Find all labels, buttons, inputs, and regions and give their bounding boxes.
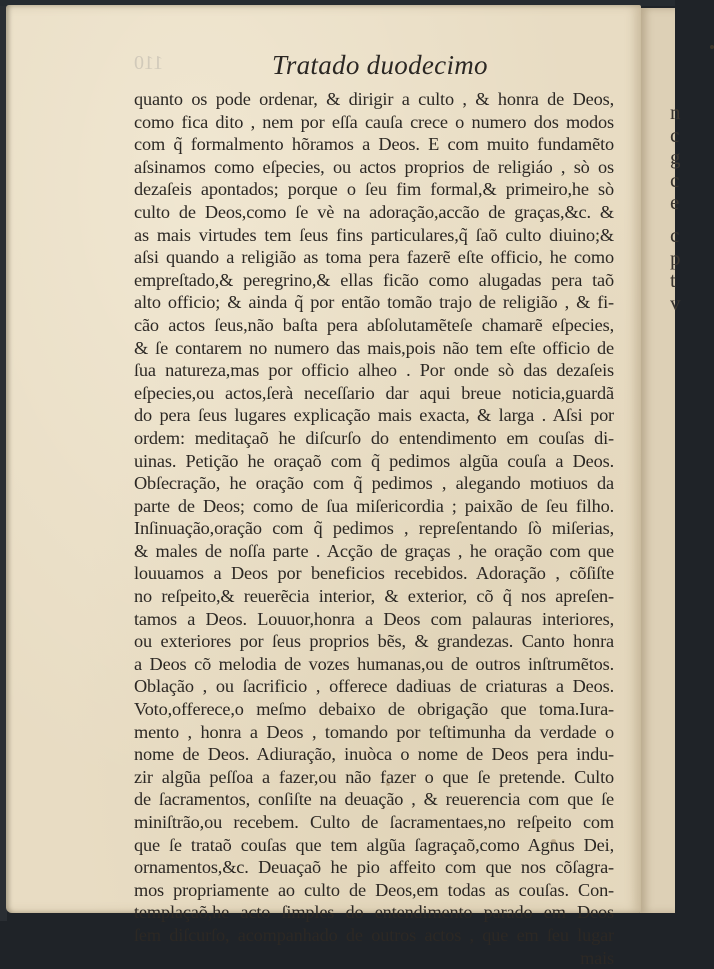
text-line: mento , honra a Deos , tomando por teſtimunha da verdade o (134, 721, 614, 742)
text-line: no reſpeito,& reuerẽcia interior, & exterior, cõ q̃ nos apreſen- (134, 586, 614, 607)
text-line: & males de noſſa parte . Acção de graças , he oração com que (134, 540, 614, 561)
text-line: uinas. Petição he oraçaõ com q̃ pedimos algũa couſa a Deos. (134, 450, 614, 471)
facing-page-fragment: c (670, 123, 680, 147)
facing-page-fragment: e (670, 190, 680, 214)
text-line: as mais virtudes tem ſeus fins particulares,q̃ ſaõ culto diuino;& (134, 224, 614, 245)
foxing-spot (710, 45, 714, 49)
text-line: templaçaõ,he acto ſimples do entendimento parado em Deos (134, 902, 614, 923)
text-line: culto de Deos,como ſe vè na adoração,accão de graças,&c. & (134, 201, 614, 222)
text-line: parte de Deos; como de ſua miſericordia ; paixão de ſeu filho. (134, 495, 614, 516)
text-line: que ſe trataõ couſas que tem algũa ſagraçaõ,como Agnus Dei, (134, 834, 614, 855)
text-line: nome de Deos. Adiuração, inuòca o nome de Deos pera indu- (134, 744, 614, 765)
body-text (134, 88, 614, 969)
catchword: mais (580, 947, 614, 968)
text-line: quanto os pode ordenar, & dirigir a culto , & honra de Deos, (134, 89, 614, 109)
text-line: mos propriamente ao culto de Deos,em todas as couſas. Con- (134, 879, 614, 900)
text-line: com q̃ formalmento hõramos a Deos. E com muito fundamẽto (134, 134, 614, 155)
text-line: cão actos ſeus,não baſta pera abſolutamẽteſe chamarẽ eſpecies, (134, 314, 614, 335)
text-line: empreſtado,& peregrino,& ellas ficão como alugadas pera taõ (134, 269, 614, 290)
text-line: tamos a Deos. Louuor,honra a Deos com palauras interiores, (134, 608, 614, 629)
facing-page-edge (640, 8, 681, 913)
text-line: ornamentos,&c. Deuaçaõ he pio affeito com que nos cõſagra- (134, 857, 614, 878)
text-line: miniſtrão,ou recebem. Culto de ſacramentaes,no reſpeito com (134, 812, 614, 832)
text-line: Voto,offerece,o meſmo debaixo de obrigação que toma.Iura- (134, 699, 614, 720)
text-line: do pera ſeus lugares explicação mais exacta, & larga . Aſsi por (134, 405, 614, 426)
text-line: Oblação , ou ſacrificio , offerece dadiuas de criaturas a Deos. (134, 676, 614, 697)
text-line: ou exteriores por ſeus proprios bẽs, & grandezas. Canto honra (134, 631, 614, 652)
text-line: aſsinamos como eſpecies, ou actos proprios de religiáo , sò os (134, 156, 614, 177)
running-head: Tratado duodecimo (272, 50, 488, 80)
text-line: louuamos a Deos por beneficios recebidos. Adoração , cõſiſte (134, 563, 614, 584)
text-line: ſem diſcurſo, acompanhado de outros actos , que em ſeu lugar (134, 924, 614, 945)
text-line: ordem: meditaçaõ he diſcurſo do entendimento em couſas di- (134, 427, 614, 448)
text-line: como fica dito , nem por eſſa cauſa crece o numero dos modos (134, 111, 614, 132)
bleed-through-page-number: 110 (134, 52, 164, 74)
facing-page-fragment: t (670, 268, 677, 292)
text-line: Obſecração, he oração com q̃ pedimos , alegando motiuos da (134, 473, 614, 494)
text-line: eſpecies,ou actos,ſerà neceſſario dar aqui breue noticia,guardã (134, 382, 614, 403)
text-line: aſsi quando a religião as toma pera fazerẽ eſte officio, he como (134, 247, 614, 268)
facing-page-fragment: g (670, 145, 681, 169)
facing-page-fragment: c (670, 223, 680, 247)
facing-page-fragment: p (670, 246, 681, 270)
text-line: ſua natureza,mas por officio alheo . Por onde sò das dezaſeis (134, 360, 614, 381)
text-line: dezaſeis apontados; porque o ſeu fim formal,& primeiro,he sò (134, 179, 614, 200)
text-line: Inſinuação,oração com q̃ pedimos , repreſentando ſò miſerias, (134, 518, 614, 539)
facing-page-fragment: c (670, 168, 680, 192)
text-line: zir algũa peſſoa a fazer,ou não fazer o que ſe pretende. Culto (134, 766, 614, 787)
facing-page-fragment: v (670, 291, 681, 315)
text-line: a Deos cõ melodia de vozes humanas,ou de outros inſtrumẽtos. (134, 653, 614, 674)
text-line: alto officio; & ainda q̃ por então tomão trajo de religião , & fi- (134, 292, 614, 313)
facing-page-fragment: n (670, 100, 681, 124)
text-line: de ſacramentos, conſiſte na deuação , & reuerencia com que ſe (134, 789, 614, 810)
text-line: & ſe contarem no numero das mais,pois não tem eſte officio de (134, 337, 614, 358)
